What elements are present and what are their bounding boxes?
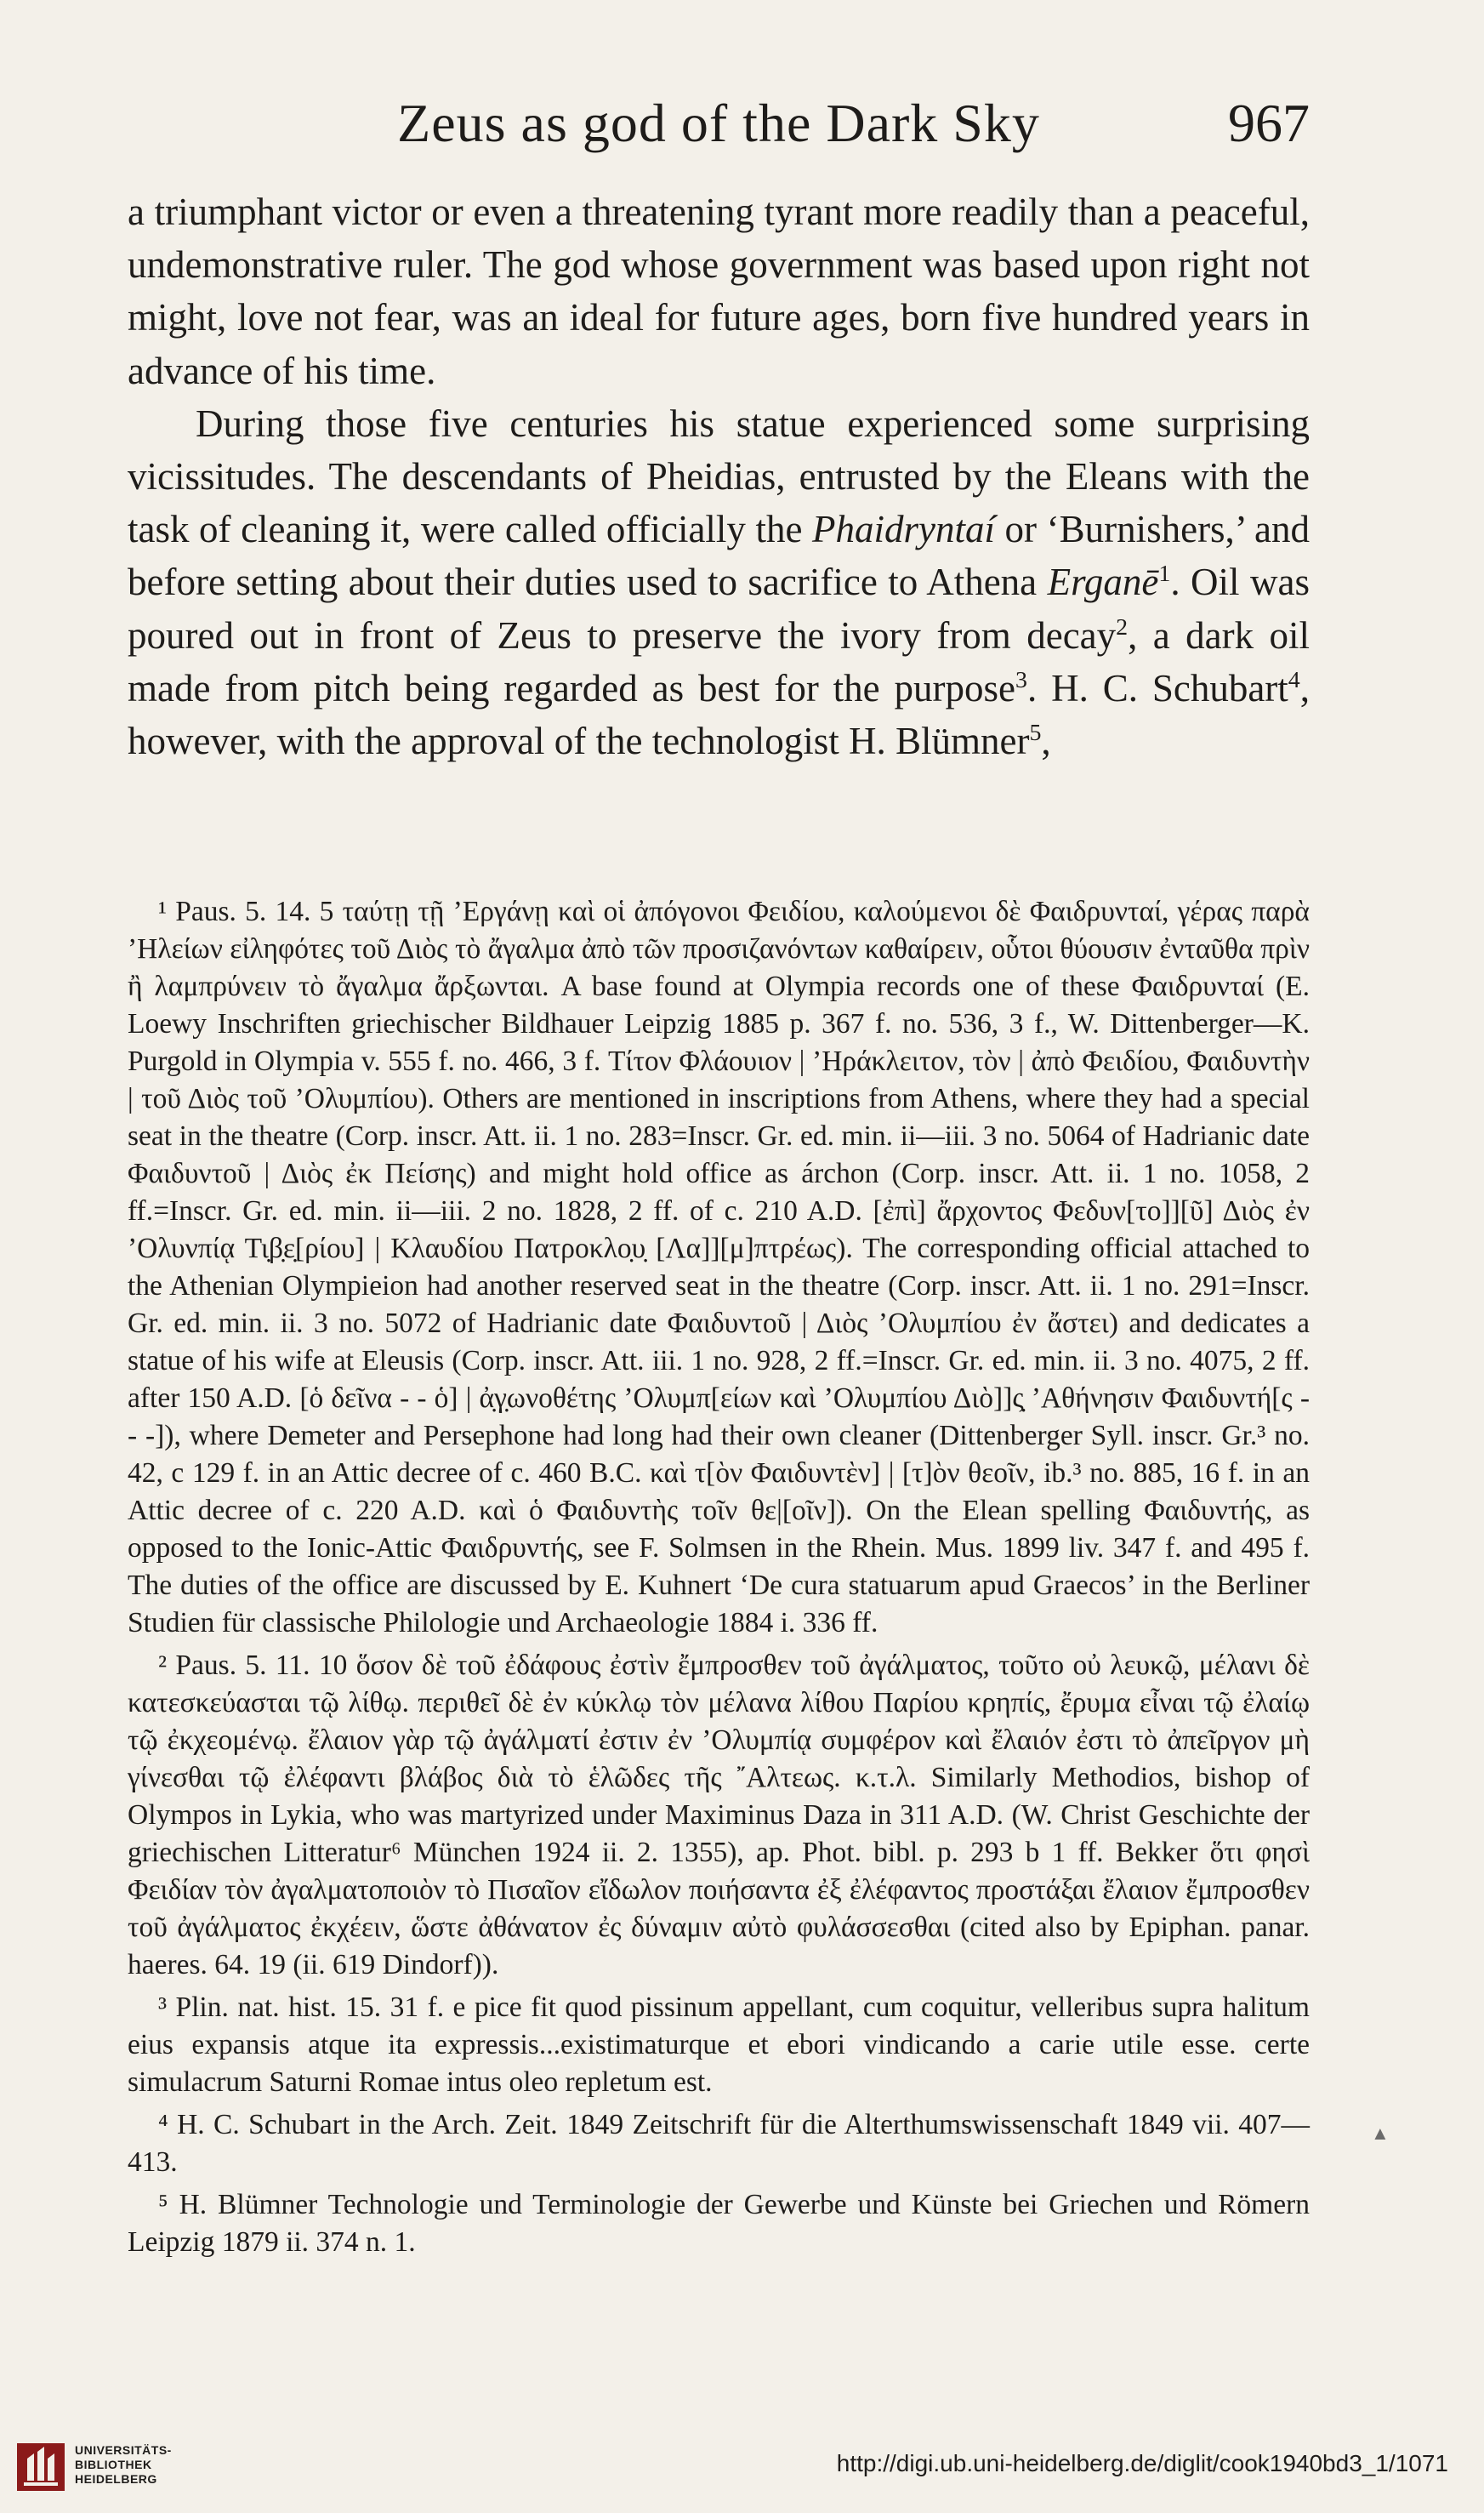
library-line-2: BIBLIOTHEK (75, 2458, 152, 2471)
library-name (75, 2443, 172, 2487)
page-number: 967 (1228, 93, 1310, 153)
text-run: or ‘Burnishers,’ and before setting about their duties used to sacrifice to Athena (128, 508, 1310, 604)
paragraph-2 (128, 397, 1310, 767)
source-url-link[interactable]: http://digi.ub.uni-heidelberg.de/diglit/cook1940bd3_1/1071 (836, 2450, 1448, 2476)
text-run: , (1041, 720, 1051, 763)
footnote-5: ⁵ H. Blümner Technologie und Terminologie der Gewerbe und Künste bei Griechen und Römern Leipzig 1879 ii. 374 n. 1. (128, 2189, 1310, 2258)
page-footer (0, 2425, 1484, 2513)
term-phaidryntai: Phaidryntaí (812, 508, 995, 551)
margin-mark: ▲ (1371, 2123, 1390, 2144)
text-run: , however, with the approval of the technologist H. Blümner (128, 666, 1310, 763)
footnote-ref-3[interactable]: 3 (1015, 666, 1027, 693)
footnotes (128, 893, 1310, 2261)
footnote-2: ² Paus. 5. 11. 10 ὅσον δὲ τοῦ ἐδάφους ἐστὶν ἔμπροσθεν τοῦ ἀγάλματος, τοῦτο οὐ λευκῷ, μέλανι δὲ κατεσκεύασται τῷ λίθῳ. περιθεῖ δὲ ἐν κύκλῳ τὸν μέλανα λίθου Παρίου κρηπίς, ἔρυμα εἶναι τῷ ἐλαίῳ τῷ ἐκχεομένῳ. ἔλαιον γὰρ τῷ ἀγάλματί ἐστιν ἐν ’Ολυμπίᾳ συμφέρον καὶ ἔλαιόν ἐστι τὸ ἀπεῖργον μὴ γίνεσθαι τῷ ἐλέφαντι βλάβος διὰ τὸ ἑλῶδες τῆς ῎Αλτεως. κ.τ.λ. Similarly Methodios, bishop of Olympos in Lykia, who was martyrized under Maximinus Daza in 311 A.D. (W. Christ Geschichte der griechischen Litteratur⁶ München 1924 ii. 2. 1355), ap. Phot. bibl. p. 293 b 1 ff. Bekker ὅτι φησὶ Φειδίαν τὸν ἀγαλματοποιὸν τὸ Πισαῖον εἴδωλον ποιήσαντα ἐξ ἐλέφαντος προστάξαι ἔλαιον ἔμπροσθεν τοῦ ἀγάλματος ἐκχέειν, ὥστε ἀθάνατον ἐς δύναμιν αὐτὸ φυλάσσεσθαι (cited also by Epiphan. panar. haeres. 64. 19 (ii. 619 Dindorf)). (128, 1650, 1310, 1980)
term-ergane: Erganē (1047, 561, 1159, 604)
footnote-3: ³ Plin. nat. hist. 15. 31 f. e pice fit quod pissinum appellant, cum coquitur, velleribus supra halitum eius expansis atque ita expressis...existimaturque et ebori vindicando a carie utile esse. certe simulacrum Saturni Romae intus oleo repletum est. (128, 1992, 1310, 2098)
running-header (128, 92, 1310, 160)
text-run: . H. C. Schubart (1026, 666, 1288, 709)
footnote-4: ⁴ H. C. Schubart in the Arch. Zeit. 1849 Zeitschrift für die Alterthumswissenschaft 1849 vii. 407—413. (128, 2109, 1310, 2178)
text-run: , a dark oil made from pitch being regarded as best for the purpose (128, 613, 1311, 709)
footnote-ref-2[interactable]: 2 (1116, 613, 1129, 641)
footnote-1: ¹ Paus. 5. 14. 5 ταύτῃ τῇ ’Εργάνῃ καὶ οἱ ἀπόγονοι Φειδίου, καλούμενοι δὲ Φαιδρυνταί, γέρας παρὰ ’Ηλείων εἰληφότες τοῦ Διὸς τὸ ἄγαλμα ἀπὸ τῶν προσιζανόντων καθαίρειν, οὗτοι θύουσιν ἐνταῦθα πρὶν ἢ λαμπρύνειν τὸ ἄγαλμα ἄρξωνται. A base found at Olympia records one of these Φαιδρυνταί (E. Loewy Inschriften griechischer Bildhauer Leipzig 1885 p. 367 f. no. 536, 3 f., W. Dittenberger—K. Purgold in Olympia v. 555 f. no. 466, 3 f. Τίτον Φλάουιον | ’Ηράκλειτον, τὸν | ἀπὸ Φειδίου, Φαιδυντὴν | τοῦ Διὸς τοῦ ’Ολυμπίου). Others are mentioned in inscriptions from Athens, where they had a special seat in the theatre (Corp. inscr. Att. ii. 1 no. 283=Inscr. Gr. ed. min. ii—iii. 3 no. 5064 of Hadrianic date Φαιδυντοῦ | Διὸς ἐκ Πείσης) and might hold office as árchon (Corp. inscr. Att. ii. 1 no. 1058, 2 ff.=Inscr. Gr. ed. min. ii—iii. 2 no. 1828, 2 ff. of c. 210 A.D. [ἐπὶ] ἄρχοντος Φεδυν[το]][ῦ] Διὸς ἐν ’Ολυνπίᾳ Τι̣β̣ε̣[ρίου] | Κλαυδίου Πατροκλο̣υ̣ [Λα]][μ]πτρέως). The corresponding official attached to the Athenian Olympieion had another reserved seat in the theatre (Corp. inscr. Att. ii. 1 no. 291=Inscr. Gr. ed. min. ii. 3 no. 5072 of Hadrianic date Φαιδυντοῦ | Διὸς ’Ολυμπίου ἐν ἄστει) and dedicates a statue of his wife at Eleusis (Corp. inscr. Att. iii. 1 no. 928, 2 ff.=Inscr. Gr. ed. min. ii. 3 no. 4075, 2 ff. after 150 A.D. [ὁ δεῖνα - - ὁ] | ἀ̣γ̣ωνοθέτης ’Ολυμπ[είων καὶ ’Ολυμπίου Διὸ]]ς̣ ’Αθήνησιν Φαιδυντή[ς - - -]), where Demeter and Persephone had long had their own cleaner (Dittenberger Syll. inscr. Gr.³ no. 42, c 129 f. in an Attic decree of c. 460 B.C. καὶ τ[ὸν Φαιδυντὲν] | [τ]ὸν θεοῖν, ib.³ no. 885, 16 f. in an Attic decree of c. 220 A.D. καὶ ὁ Φαιδυντὴς τοῖν θε|[οῖν]). On the Elean spelling Φαιδυντής, as opposed to the Ionic-Attic Φαιδρυντής, see F. Solmsen in the Rhein. Mus. 1899 liv. 347 f. and 495 f. The duties of the office are discussed by E. Kuhnert ‘De cura statuarum apud Graecos’ in the Berliner Studien für classische Philologie und Archaeologie 1884 i. 336 ff. (128, 896, 1310, 1638)
running-title: Zeus as god of the Dark Sky (397, 93, 1040, 153)
library-line-3: HEIDELBERG (75, 2472, 157, 2486)
text-run: . Oil was poured out in front of Zeus to preserve the ivory from decay (128, 561, 1310, 657)
main-text (128, 185, 1310, 767)
footnote-ref-5[interactable]: 5 (1029, 720, 1042, 747)
heidelberg-library-logo-icon[interactable] (15, 2442, 66, 2493)
footnote-ref-1[interactable]: 1 (1158, 561, 1171, 588)
library-line-1: UNIVERSITÄTS- (75, 2443, 172, 2457)
text-run: During those five centuries his statue experienced some surprising vicissitudes. The descendants of Pheidias, entrusted by the Eleans with the task of cleaning it, were called officially the (128, 402, 1310, 551)
paragraph-1: a triumphant victor or even a threatening tyrant more readily than a peaceful, undemonstrative ruler. The god whose government was based upon right not might, love not fear, was an ideal for future ages, born five hundred years in advance of his time. (128, 191, 1310, 392)
footnote-ref-4[interactable]: 4 (1288, 666, 1300, 693)
